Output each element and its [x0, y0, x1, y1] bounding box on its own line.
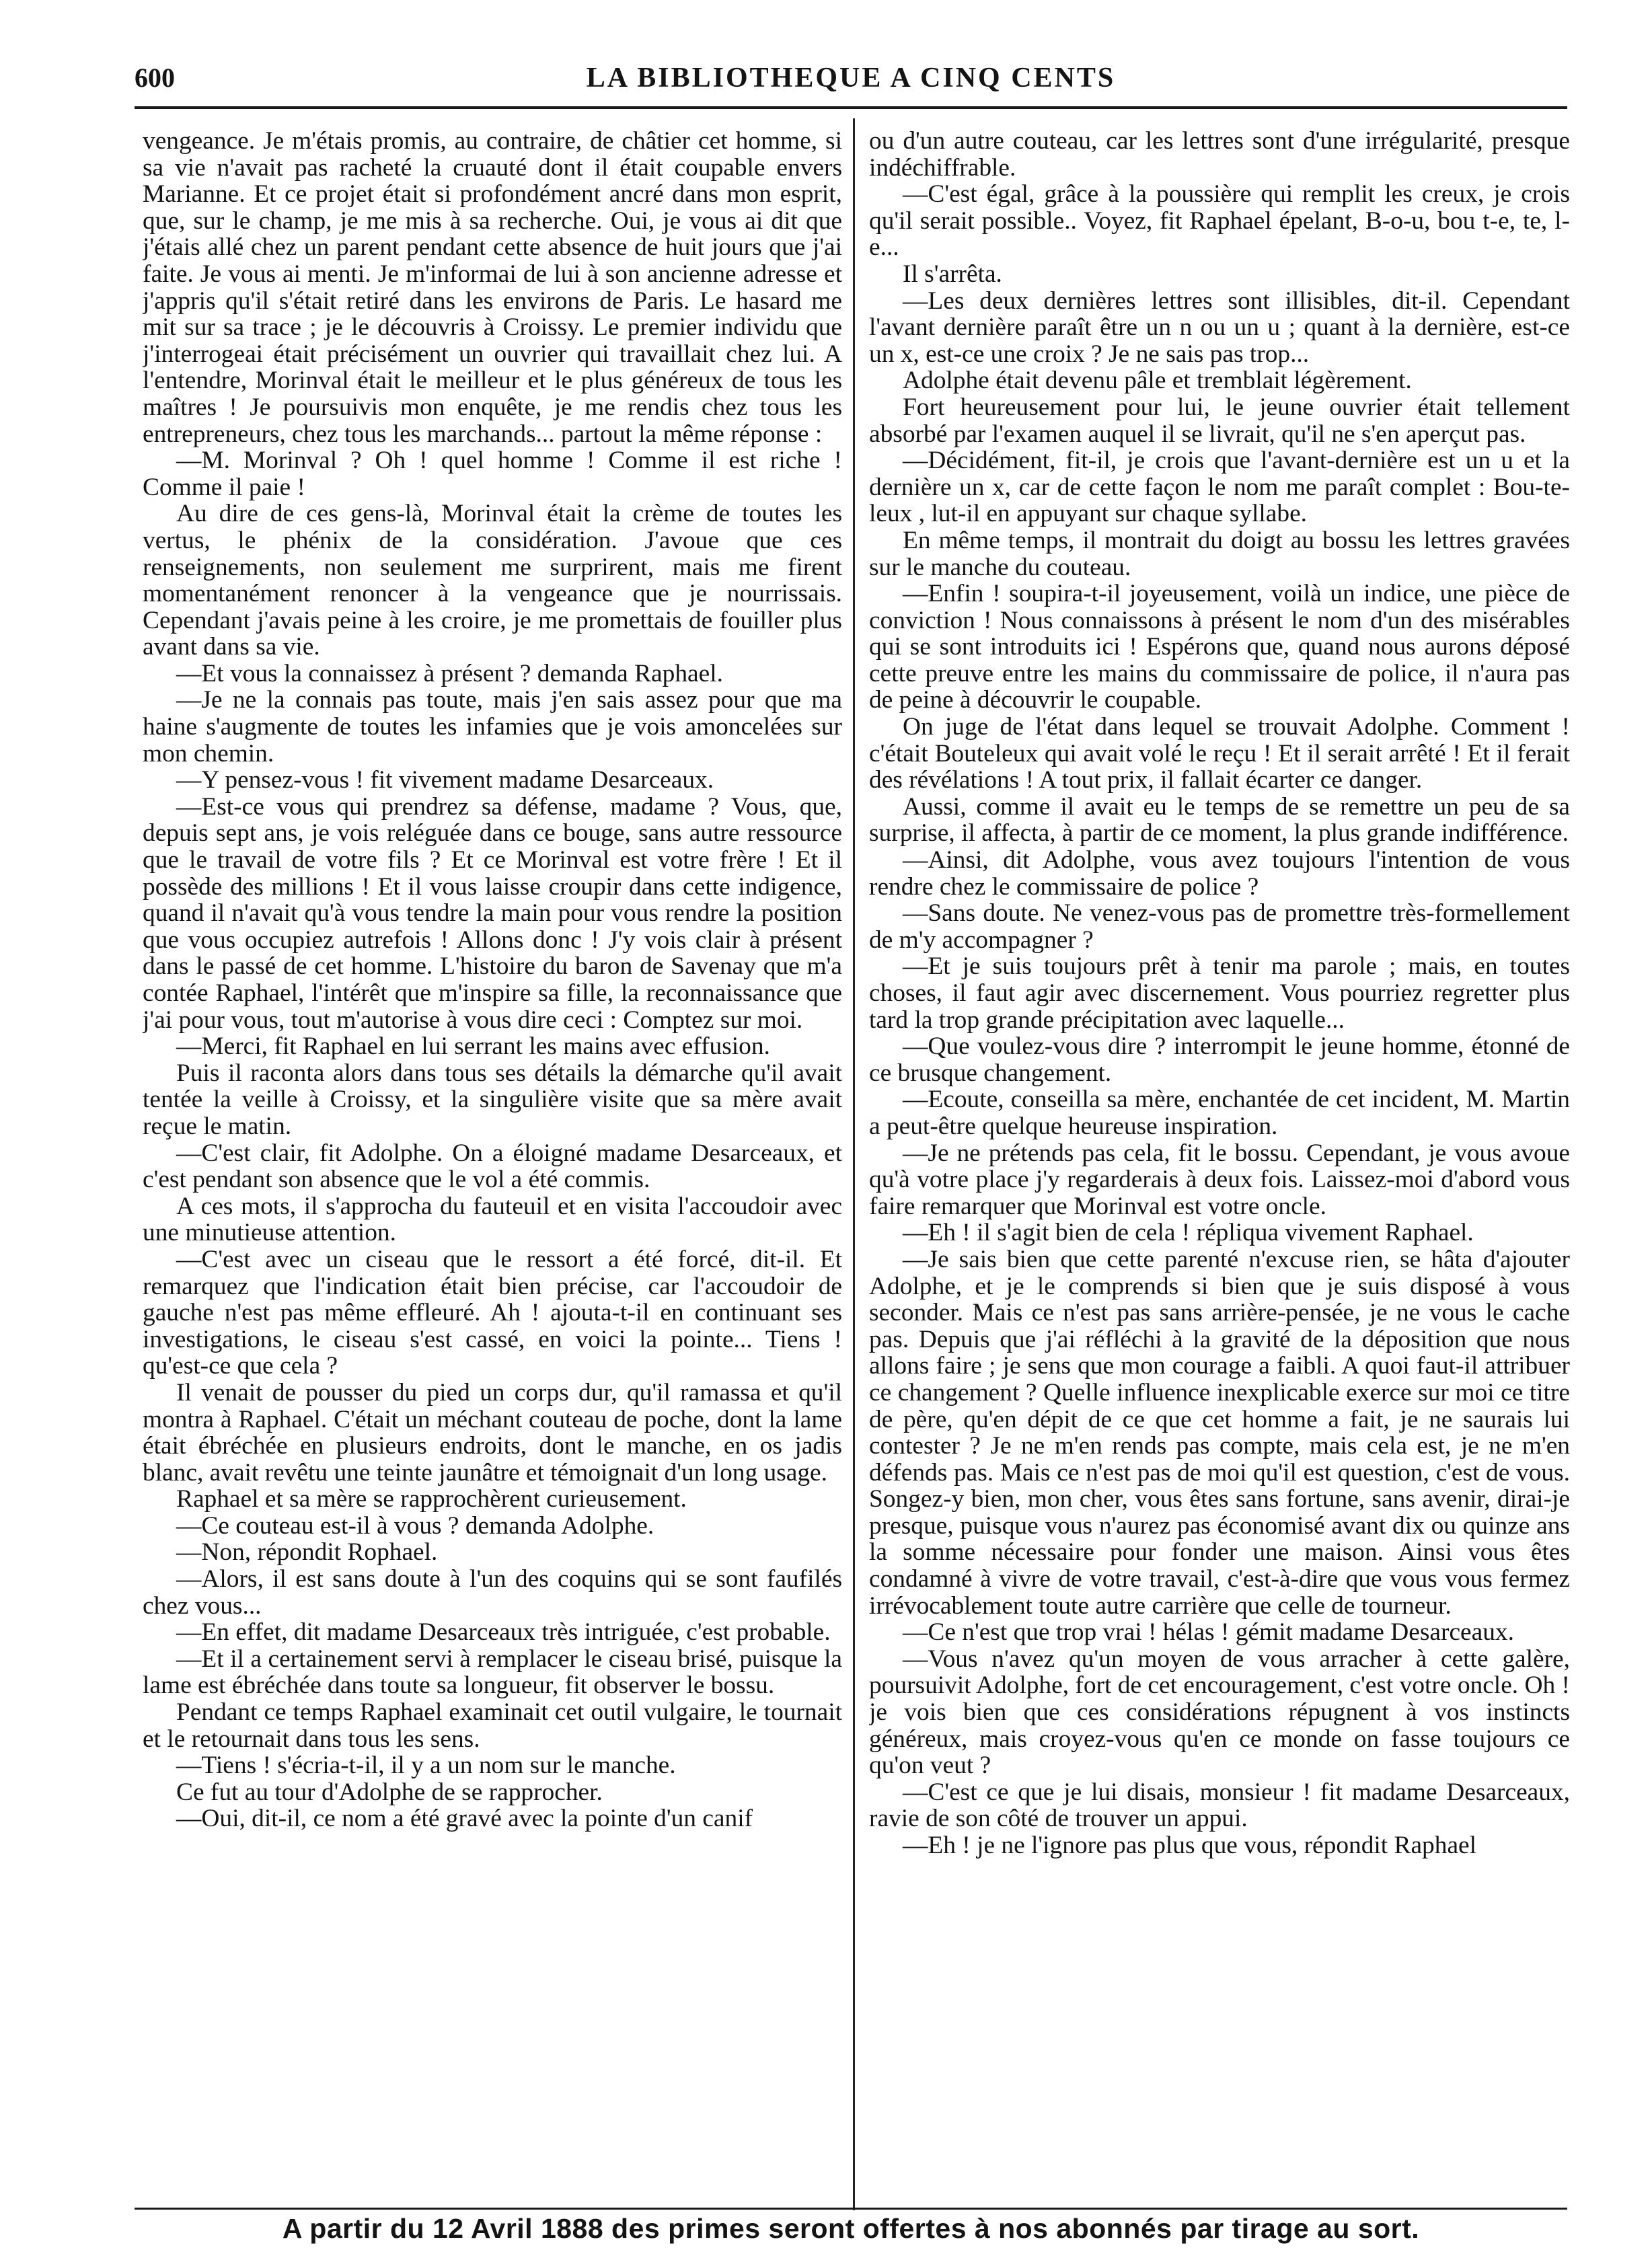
left-column [143, 128, 842, 2193]
paragraph: Pendant ce temps Raphael examinait cet outil vulgaire, le tournait et le retournait dans tous les sens. [143, 1698, 842, 1753]
paragraph: —Ce couteau est-il à vous ? demanda Adolphe. [176, 1511, 654, 1540]
paragraph: —Et je suis toujours prêt à tenir ma parole ; mais, en toutes choses, il faut agir avec discernement. Vous pourriez regretter plus tard la trop grande précipitation avec laquelle... [869, 952, 1570, 1034]
paragraph: —Je ne prétends pas cela, fit le bossu. Cependant, je vous avoue qu'à votre place j'y regarderais à deux fois. Laissez-moi d'abord vous faire remarquer que Morinval est votre oncle. [869, 1139, 1570, 1220]
paragraph: Il venait de pousser du pied un corps dur, qu'il ramassa et qu'il montra à Raphael. C'était un méchant couteau de poche, dont la lame était ébréchée en plusieurs endroits, dont le manche, en os jadis blanc, avait revêtu une teinte jaunâtre et témoignait d'un long usage. [143, 1378, 842, 1487]
paragraph: —M. Morinval ? Oh ! quel homme ! Comme il est riche ! Comme il paie ! [143, 447, 842, 501]
right-column [869, 128, 1570, 2193]
column-divider [853, 118, 855, 2210]
paragraph: Aussi, comme il avait eu le temps de se remettre un peu de sa surprise, il affecta, à partir de ce moment, la plus grande indifférence. [869, 792, 1570, 848]
paragraph: —Eh ! je ne l'ignore pas plus que vous, répondit Raphael [903, 1832, 1477, 1859]
paragraph: —Et vous la connaissez à présent ? demanda Raphael. [176, 659, 723, 687]
paragraph: —Est-ce vous qui prendrez sa défense, madame ? Vous, que, depuis sept ans, je vois reléguée dans ce bouge, sans autre ressource que le travail de votre fils ? Et ce Morinval est votre frère ! Et il possède des millions ! Et il vous laisse croupir dans cette indigence, quand il n'avait qu'à vous tendre la main pour vous rendre la position que vous occupiez autrefois ! Allons donc ! J'y vois clair à présent dans le passé de cet homme. L'histoire du baron de Savenay que m'a contée Raphael, l'intérêt que m'inspire sa fille, la reconnaissance que j'ai pour vous, tout m'autorise à vous dire ceci : Comptez sur moi. [143, 792, 842, 1034]
running-title: LA BIBLIOTHEQUE A CINQ CENTS [586, 63, 1116, 93]
paragraph: —Les deux dernières lettres sont illisibles, dit-il. Cependant l'avant dernière paraît être un n ou un u ; quant à la dernière, est-ce un x, est-ce une croix ? Je ne sais pas trop... [869, 287, 1570, 368]
paragraph: —Tiens ! s'écria-t-il, il y a un nom sur le manche. [176, 1752, 676, 1780]
footer-notice: A partir du 12 Avril 1888 des primes seront offertes à nos abonnés par tirage au sort. [282, 2213, 1420, 2244]
page-header [135, 62, 1567, 104]
paragraph: —Alors, il est sans doute à l'un des coquins qui se sont faufilés chez vous... [143, 1565, 842, 1620]
paragraph: —Eh ! il s'agit bien de cela ! répliqua vivement Raphael. [903, 1219, 1474, 1247]
paragraph: Ce fut au tour d'Adolphe de se rapprocher. [176, 1778, 603, 1806]
paragraph: —Ainsi, dit Adolphe, vous avez toujours l'intention de vous rendre chez le commissaire de police ? [869, 846, 1570, 901]
paragraph: vengeance. Je m'étais promis, au contraire, de châtier cet homme, si sa vie n'avait pas racheté la cruauté dont il était coupable envers Marianne. Et ce projet était si profondément ancré dans mon esprit, que, sur le champ, je me mis à sa recherche. Oui, je vous ai dit que j'étais allé chez un parent pendant cette absence de huit jours que j'ai faite. Je vous ai menti. Je m'informai de lui à son ancienne adresse et j'appris qu'il s'était retiré dans les environs de Paris. Le hasard me mit sur sa trace ; je le découvris à Croissy. Le premier individu que j'interrogeai était précisément un ouvrier qui travaillait chez lui. A l'entendre, Morinval était le meilleur et le plus généreux de tous les maîtres ! Je poursuivis mon enquête, je me rendis chez tous les entrepreneurs, chez tous les marchands... partout la même réponse : [143, 128, 842, 448]
paragraph: —Vous n'avez qu'un moyen de vous arracher à cette galère, poursuivit Adolphe, fort de cet encouragement, c'est votre oncle. Oh ! je vois bien que ces considérations répugnent à vos instincts généreux, mais croyez-vous qu'en ce monde on fasse toujours ce qu'on veut ? [869, 1645, 1570, 1780]
paragraph: A ces mots, il s'approcha du fauteuil et en visita l'accoudoir avec une minutieuse attention. [143, 1192, 842, 1247]
paragraph: —Ecoute, conseilla sa mère, enchantée de cet incident, M. Martin a peut-être quelque heureuse inspiration. [869, 1086, 1570, 1140]
paragraph: —Ce n'est que trop vrai ! hélas ! gémit madame Desarceaux. [903, 1618, 1514, 1647]
page-number: 600 [135, 63, 175, 93]
paragraph: —Décidément, fit-il, je crois que l'avant-dernière est un u et la dernière un x, car de cette façon le nom me paraît complet : Bou-te-leux , lut-il en appuyant sur chaque syllabe. [869, 447, 1570, 528]
paragraph: Il s'arrêta. [903, 260, 1002, 288]
footer-rule [135, 2208, 1567, 2210]
paragraph: Adolphe était devenu pâle et tremblait légèrement. [903, 367, 1412, 395]
paragraph: —Merci, fit Raphael en lui serrant les mains avec effusion. [176, 1033, 770, 1061]
paragraph: —Y pensez-vous ! fit vivement madame Desarceaux. [176, 766, 714, 794]
paragraph: —Je ne la connais pas toute, mais j'en sais assez pour que ma haine s'augmente de toutes les infamies que je vois amoncelées sur mon chemin. [143, 686, 842, 767]
paragraph: —Oui, dit-il, ce nom a été gravé avec la pointe d'un canif [176, 1805, 753, 1833]
paragraph: —Enfin ! soupira-t-il joyeusement, voilà un indice, une pièce de conviction ! Nous connaissons à présent le nom d'un des misérables qui se sont introduits ici ! Espérons que, quand nous aurons déposé cette preuve entre les mains du commissaire de police, il n'aura pas de peine à découvrir le coupable. [869, 580, 1570, 714]
paragraph: ou d'un autre couteau, car les lettres sont d'une irrégularité, presque indéchiffrable. [869, 128, 1570, 182]
paragraph: Raphael et sa mère se rapprochèrent curieusement. [176, 1485, 687, 1513]
paragraph: Puis il raconta alors dans tous ses détails la démarche qu'il avait tentée la veille à Croissy, et la singulière visite que sa mère avait reçue le matin. [143, 1059, 842, 1140]
header-rule [135, 106, 1567, 109]
paragraph: —En effet, dit madame Desarceaux très intriguée, c'est probable. [176, 1618, 831, 1647]
paragraph: —C'est clair, fit Adolphe. On a éloigné madame Desarceaux, et c'est pendant son absence que le vol a été commis. [143, 1139, 842, 1194]
paragraph: —Je sais bien que cette parenté n'excuse rien, se hâta d'ajouter Adolphe, et je le comprends si bien que je suis disposé à vous seconder. Mais ce n'est pas sans arrière-pensée, je ne vous le cache pas. Depuis que j'ai réfléchi à la gravité de la déposition que nous allons faire ; je sens que mon courage a faibli. A quoi faut-il attribuer ce changement ? Quelle influence inexplicable exerce sur moi ce titre de père, qu'en dépit de ce que cet homme a fait, je ne saurais lui contester ? Je ne m'en rends pas compte, mais cela est, je ne m'en défends pas. Mais ce n'est pas de moi qu'il est question, c'est de vous. Songez-y bien, mon cher, vous êtes sans fortune, sans avenir, dirai-je presque, puisque vous n'aurez pas économisé avant dix ou quinze ans la somme nécessaire pour fonder une maison. Ainsi vous êtes condamné à vivre de votre travail, c'est-à-dire que vous vous fermez irrévocablement toute autre carrière que celle de tourneur. [869, 1245, 1570, 1620]
paragraph: —Que voulez-vous dire ? interrompit le jeune homme, étonné de ce brusque changement. [869, 1033, 1570, 1087]
paragraph: —C'est égal, grâce à la poussière qui remplit les creux, je crois qu'il serait possible.. Voyez, fit Raphael épelant, B-o-u, bou t-e, te, l-e... [869, 180, 1570, 262]
paragraph: Au dire de ces gens-là, Morinval était la crème de toutes les vertus, le phénix de la considération. J'avoue que ces renseignements, non seulement me surprirent, mais me firent momentanément renoncer à la vengeance que je nourrissais. Cependant j'avais peine à les croire, je me promettais de fouiller plus avant dans sa vie. [143, 500, 842, 661]
paragraph: —Et il a certainement servi à remplacer le ciseau brisé, puisque la lame est ébréchée dans toute sa longueur, fit observer le bossu. [143, 1645, 842, 1700]
paragraph: Fort heureusement pour lui, le jeune ouvrier était tellement absorbé par l'examen auquel il se livrait, qu'il ne s'en aperçut pas. [869, 393, 1570, 448]
paragraph: —Sans doute. Ne venez-vous pas de promettre très-formellement de m'y accompagner ? [869, 899, 1570, 954]
paragraph: On juge de l'état dans lequel se trouvait Adolphe. Comment ! c'était Bouteleux qui avait volé le reçu ! Et il serait arrêté ! Et il ferait des révélations ! A tout prix, il fallait écarter ce danger. [869, 713, 1570, 794]
paragraph: —Non, répondit Rophael. [176, 1538, 438, 1567]
paragraph: —C'est avec un ciseau que le ressort a été forcé, dit-il. Et remarquez que l'indication était bien précise, car l'accoudoir de gauche n'est pas même effleuré. Ah ! ajouta-t-il en continuant ses investigations, le ciseau s'est cassé, en voici la pointe... Tiens ! qu'est-ce que cela ? [143, 1245, 842, 1380]
paragraph: —C'est ce que je lui disais, monsieur ! fit madame Desarceaux, ravie de son côté de trouver un appui. [869, 1778, 1570, 1833]
paragraph: En même temps, il montrait du doigt au bossu les lettres gravées sur le manche du couteau. [869, 526, 1570, 581]
